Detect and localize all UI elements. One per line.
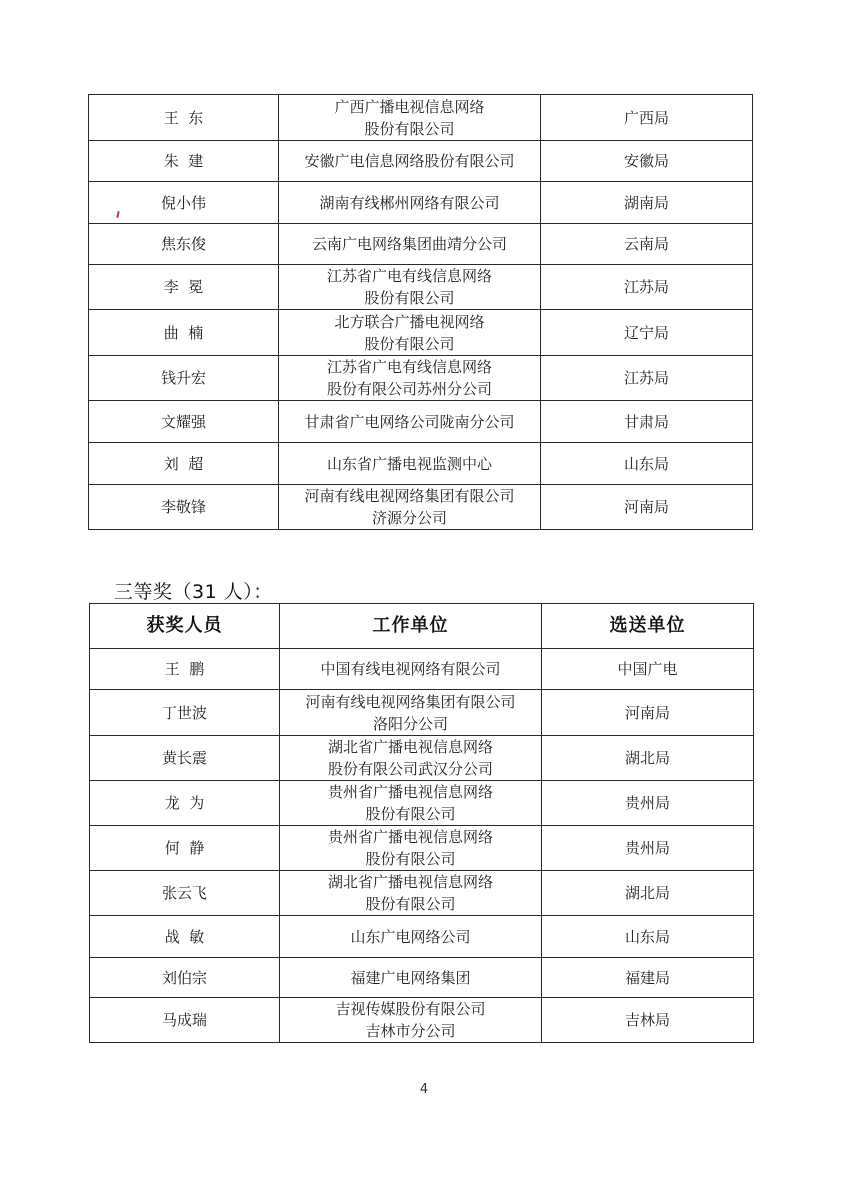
submitting-unit: 贵州局 — [542, 826, 754, 871]
table-row — [89, 310, 753, 356]
submitting-unit: 湖南局 — [541, 182, 753, 224]
table-row — [90, 916, 754, 958]
awardee-name: 刘 超 — [89, 443, 279, 485]
table-row — [90, 958, 754, 998]
work-unit — [280, 649, 542, 690]
work-unit-line: 安徽广电信息网络股份有限公司 — [304, 152, 515, 170]
header-submitting-unit: 选送单位 — [542, 604, 754, 649]
work-unit-line: 股份有限公司 — [365, 850, 456, 868]
work-unit-line: 股份有限公司武汉分公司 — [327, 760, 493, 778]
page-number: 4 — [419, 1082, 429, 1097]
awardee-name: 龙 为 — [90, 781, 280, 826]
header-work-unit: 工作单位 — [280, 604, 542, 649]
work-unit-line: 湖北省广播电视信息网络 — [327, 738, 493, 756]
work-unit-line: 股份有限公司 — [364, 119, 455, 138]
table-row — [89, 95, 753, 141]
awardee-name: 何 静 — [90, 826, 280, 871]
work-unit-line: 股份有限公司 — [364, 289, 455, 307]
awardee-name: 钱升宏 — [89, 356, 279, 401]
awardee-name: 朱 建 — [89, 141, 279, 182]
award-table-third-prize — [89, 603, 754, 1043]
submitting-unit: 辽宁局 — [541, 310, 753, 356]
awardee-name: 马成瑞 — [90, 998, 280, 1043]
table-row — [89, 443, 753, 485]
work-unit — [280, 826, 542, 871]
work-unit — [279, 401, 541, 443]
submitting-unit: 吉林局 — [542, 998, 754, 1043]
section-title-third-prize: 三等奖（31 人）： — [114, 581, 273, 603]
work-unit — [280, 690, 542, 736]
submitting-unit: 贵州局 — [542, 781, 754, 826]
submitting-unit: 湖北局 — [542, 736, 754, 781]
submitting-unit: 云南局 — [541, 224, 753, 265]
work-unit-line: 洛阳分公司 — [372, 714, 448, 733]
work-unit — [280, 736, 542, 781]
work-unit-line: 吉视传媒股份有限公司 — [335, 1000, 486, 1018]
table-row — [89, 485, 753, 530]
awardee-name: 李敬锋 — [89, 485, 279, 530]
awardee-name: 丁世波 — [90, 690, 280, 736]
submitting-unit: 山东局 — [542, 916, 754, 958]
work-unit-line: 股份有限公司 — [365, 805, 456, 823]
work-unit — [279, 310, 541, 356]
work-unit-line: 广西广播电视信息网络 — [334, 97, 485, 116]
work-unit-line: 股份有限公司苏州分公司 — [326, 380, 492, 398]
table-row — [90, 736, 754, 781]
table-body — [89, 95, 753, 530]
table-row — [90, 826, 754, 871]
work-unit — [279, 95, 541, 141]
table-row — [90, 649, 754, 690]
submitting-unit: 山东局 — [541, 443, 753, 485]
work-unit — [280, 871, 542, 916]
work-unit — [279, 141, 541, 182]
table-row — [89, 401, 753, 443]
work-unit-line: 山东省广播电视监测中心 — [326, 454, 492, 473]
work-unit — [280, 958, 542, 998]
awardee-name: 张云飞 — [90, 871, 280, 916]
table-row — [90, 998, 754, 1043]
table-row — [89, 224, 753, 265]
work-unit — [280, 916, 542, 958]
table-row — [89, 265, 753, 310]
awardee-name: 战 敏 — [90, 916, 280, 958]
work-unit — [279, 182, 541, 224]
work-unit — [279, 485, 541, 530]
work-unit — [280, 998, 542, 1043]
header-awardee: 获奖人员 — [90, 604, 280, 649]
work-unit-line: 云南广电网络集团曲靖分公司 — [311, 235, 507, 253]
table-body — [90, 649, 754, 1043]
work-unit-line: 江苏省广电有线信息网络 — [326, 267, 492, 285]
work-unit — [279, 224, 541, 265]
work-unit-line: 福建广电网络集团 — [350, 968, 471, 987]
work-unit-line: 中国有线电视网络有限公司 — [320, 660, 501, 678]
submitting-unit: 河南局 — [541, 485, 753, 530]
submitting-unit: 江苏局 — [541, 356, 753, 401]
awardee-name: 倪小伟 — [89, 182, 279, 224]
awardee-name: 焦东俊 — [89, 224, 279, 265]
submitting-unit: 江苏局 — [541, 265, 753, 310]
awardee-name: 王 东 — [89, 95, 279, 141]
work-unit-line: 北方联合广播电视网络 — [334, 312, 485, 331]
table-row — [89, 356, 753, 401]
submitting-unit: 安徽局 — [541, 141, 753, 182]
work-unit — [280, 781, 542, 826]
awardee-name: 文耀强 — [89, 401, 279, 443]
submitting-unit: 甘肃局 — [541, 401, 753, 443]
work-unit-line: 济源分公司 — [371, 509, 447, 527]
work-unit-line: 股份有限公司 — [365, 895, 456, 913]
table-row — [89, 182, 753, 224]
work-unit-line: 山东广电网络公司 — [350, 927, 471, 946]
submitting-unit: 湖北局 — [542, 871, 754, 916]
awardee-name: 李 冕 — [89, 265, 279, 310]
awardee-name: 刘伯宗 — [90, 958, 280, 998]
submitting-unit: 河南局 — [542, 690, 754, 736]
work-unit — [279, 265, 541, 310]
work-unit-line: 河南有线电视网络集团有限公司 — [304, 487, 515, 505]
table-row — [90, 871, 754, 916]
awardee-name: 黄长震 — [90, 736, 280, 781]
table-row — [90, 690, 754, 736]
work-unit — [279, 356, 541, 401]
work-unit-line: 贵州省广播电视信息网络 — [327, 783, 493, 801]
work-unit-line: 吉林市分公司 — [365, 1022, 456, 1040]
work-unit-line: 股份有限公司 — [364, 334, 455, 353]
awardee-name: 王 鹏 — [90, 649, 280, 690]
submitting-unit: 福建局 — [542, 958, 754, 998]
award-table-second-prize-continued — [88, 94, 753, 530]
work-unit-line: 湖南有线郴州网络有限公司 — [319, 193, 500, 212]
work-unit-line: 河南有线电视网络集团有限公司 — [305, 692, 516, 711]
awardee-name: 曲 楠 — [89, 310, 279, 356]
work-unit-line: 湖北省广播电视信息网络 — [327, 873, 493, 891]
work-unit-line: 甘肃省广电网络公司陇南分公司 — [304, 412, 515, 431]
work-unit-line: 江苏省广电有线信息网络 — [326, 358, 492, 376]
submitting-unit: 广西局 — [541, 95, 753, 141]
submitting-unit: 中国广电 — [542, 649, 754, 690]
table-row — [89, 141, 753, 182]
table-header-row — [90, 604, 754, 649]
table-row — [90, 781, 754, 826]
work-unit — [279, 443, 541, 485]
work-unit-line: 贵州省广播电视信息网络 — [327, 828, 493, 846]
